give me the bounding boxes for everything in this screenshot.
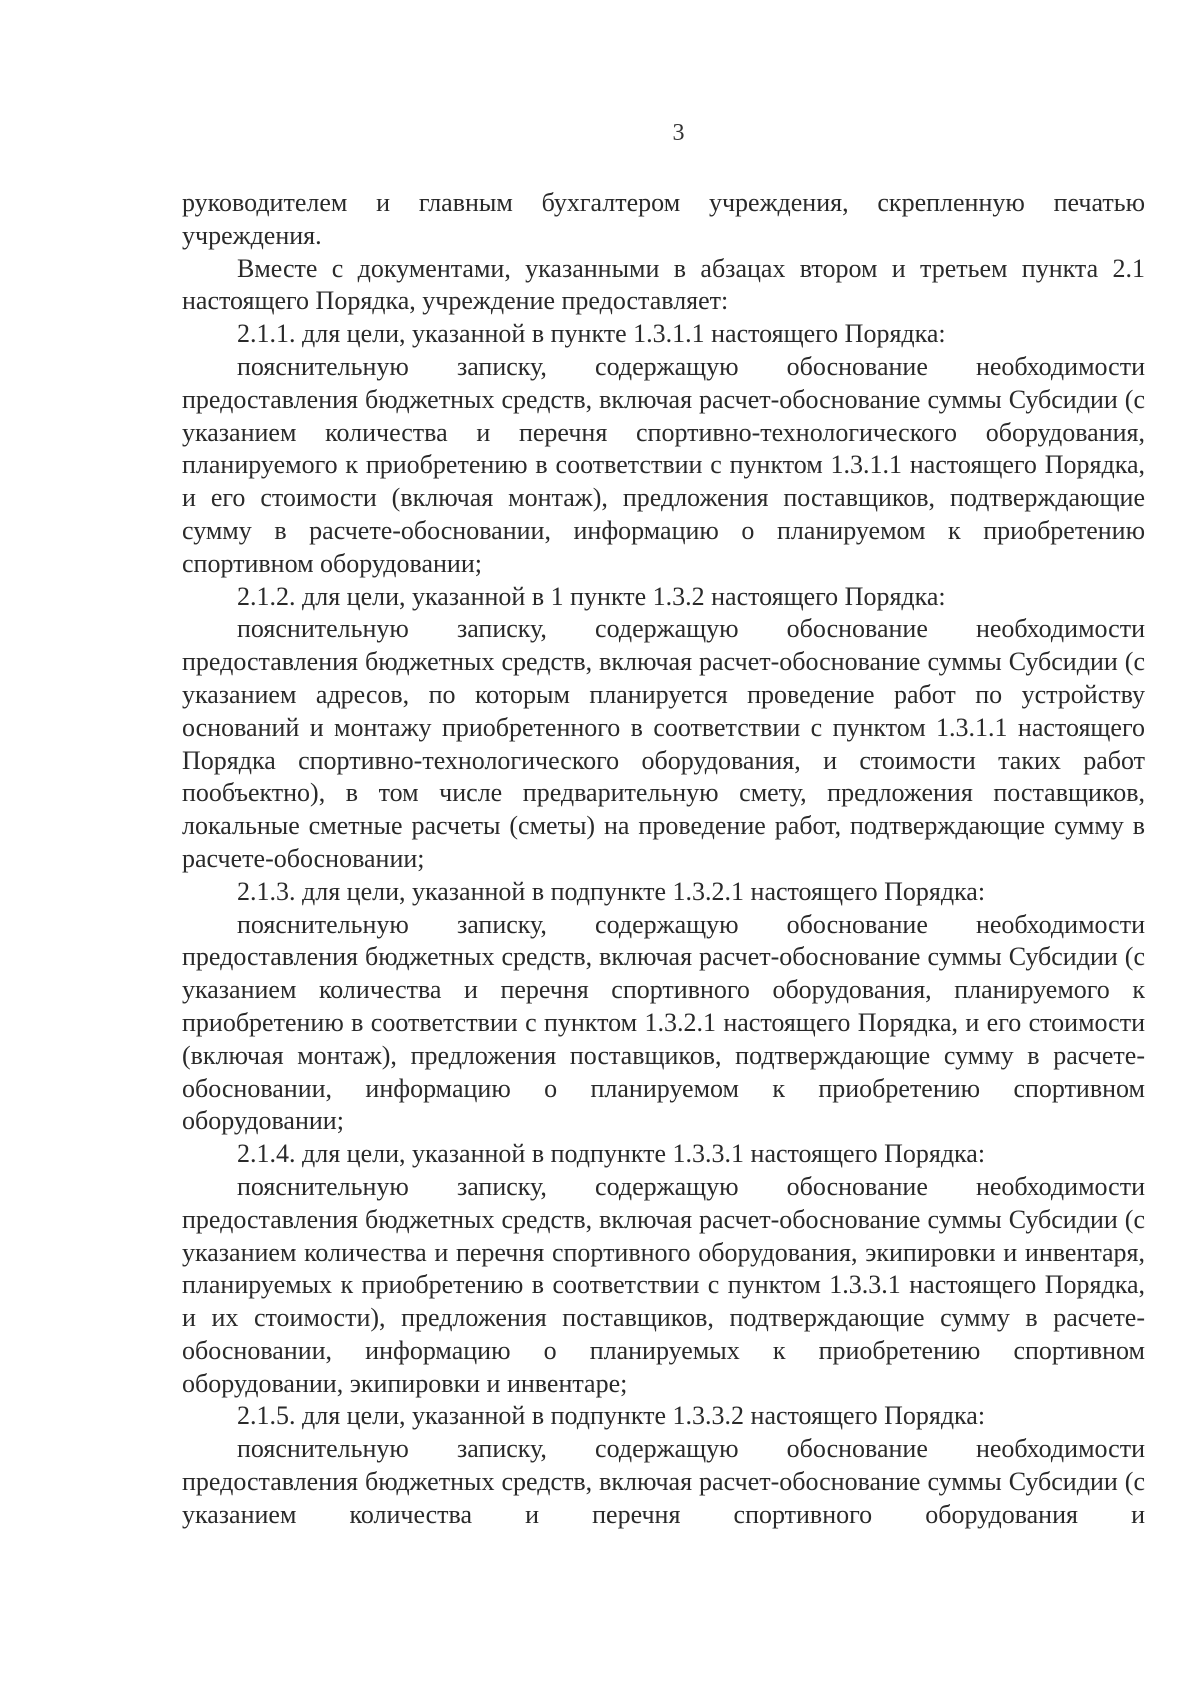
paragraph: пояснительную записку, содержащую обоснование необходимости предоставления бюджетных средств, включая расчет-обоснование суммы Субсидии (с указанием количества и перечня спортивного оборудования, экипировки и инвентаря, планируемых к приобретению в соответствии с пунктом 1.3.3.1 настоящего Порядка, и их стоимости), предложения поставщиков, подтверждающие сумму в расчете-обосновании, информацию о планируемых к приобретению спортивном оборудовании, экипировки и инвентаре; — [182, 1171, 1145, 1398]
section-heading: 2.1.2. для цели, указанной в 1 пункте 1.3.2 настоящего Порядка: — [237, 581, 946, 611]
section-heading: 2.1.5. для цели, указанной в подпункте 1.3.3.2 настоящего Порядка: — [237, 1401, 986, 1431]
paragraph: пояснительную записку, содержащую обоснование необходимости предоставления бюджетных средств, включая расчет-обоснование суммы Субсидии (с указанием адресов, по которым планируется проведение работ по устройству оснований и монтажу приобретенного в соответствии с пунктом 1.3.1.1 настоящего Порядка спортивно-технологического оборудования, и стоимости таких работ пообъектно), в том числе предварительную смету, предложения поставщиков, локальные сметные расчеты (сметы) на проведение работ, подтверждающие сумму в расчете-обосновании; — [182, 614, 1145, 873]
document-body — [182, 187, 1145, 1532]
paragraph: Вместе с документами, указанными в абзацах втором и третьем пункта 2.1 настоящего Порядка, учреждение предоставляет: — [182, 253, 1145, 316]
section-heading: 2.1.4. для цели, указанной в подпункте 1.3.3.1 настоящего Порядка: — [237, 1139, 986, 1169]
section-heading: 2.1.1. для цели, указанной в пункте 1.3.1.1 настоящего Порядка: — [237, 319, 946, 349]
paragraph: пояснительную записку, содержащую обоснование необходимости предоставления бюджетных средств, включая расчет-обоснование суммы Субсидии (с указанием количества и перечня спортивно-технологического оборудования, планируемого к приобретению в соответствии с пунктом 1.3.1.1 настоящего Порядка, и его стоимости (включая монтаж), предложения поставщиков, подтверждающие сумму в расчете-обосновании, информацию о планируемом к приобретению спортивном оборудовании; — [182, 351, 1145, 578]
section-heading: 2.1.3. для цели, указанной в подпункте 1.3.2.1 настоящего Порядка: — [237, 876, 986, 906]
paragraph: пояснительную записку, содержащую обоснование необходимости предоставления бюджетных средств, включая расчет-обоснование суммы Субсидии (с указанием количества и перечня спортивного оборудования и — [182, 1434, 1145, 1529]
paragraph: пояснительную записку, содержащую обоснование необходимости предоставления бюджетных средств, включая расчет-обоснование суммы Субсидии (с указанием количества и перечня спортивного оборудования, планируемого к приобретению в соответствии с пунктом 1.3.2.1 настоящего Порядка, и его стоимости (включая монтаж), предложения поставщиков, подтверждающие сумму в расчете-обосновании, информацию о планируемом к приобретению спортивном оборудовании; — [182, 909, 1145, 1136]
paragraph: руководителем и главным бухгалтером учреждения, скрепленную печатью учреждения. — [182, 188, 1145, 250]
page-number: 3 — [672, 120, 685, 146]
